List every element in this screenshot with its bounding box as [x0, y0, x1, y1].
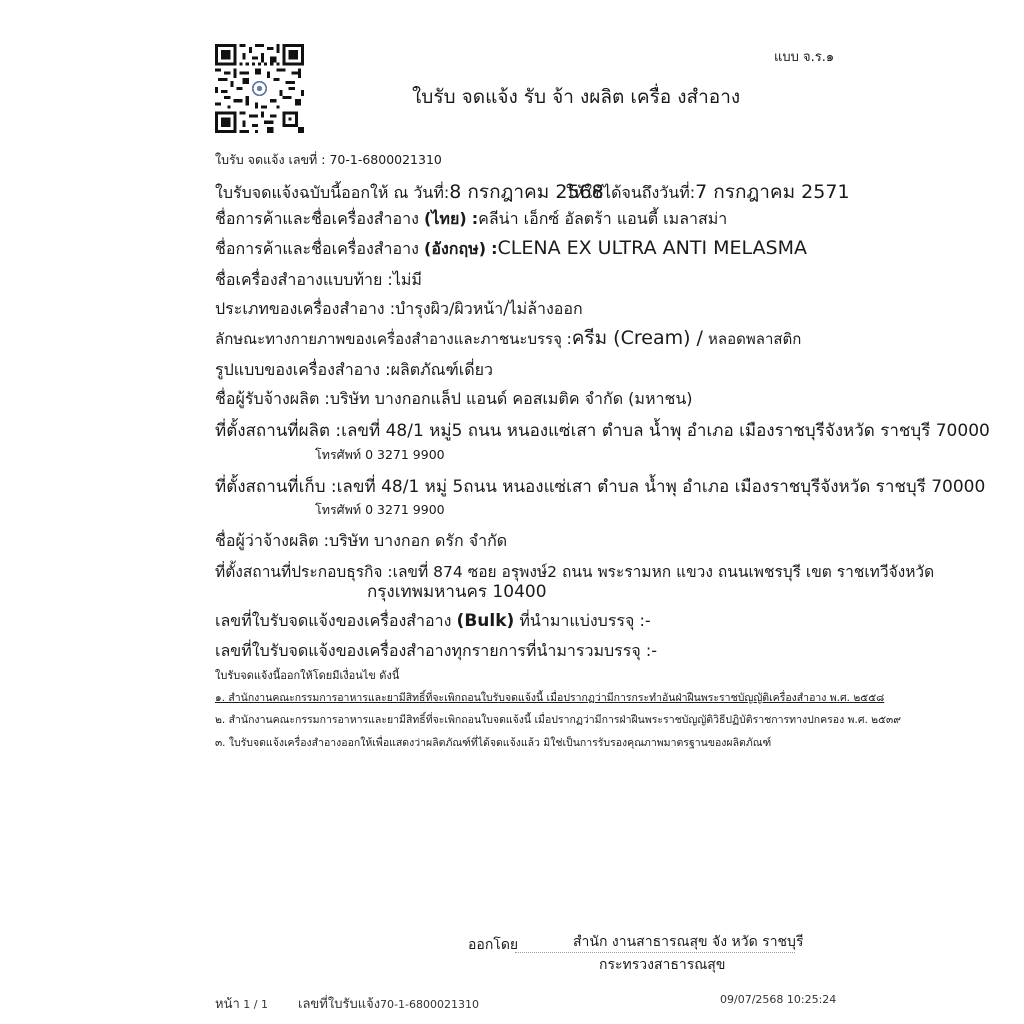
form-container: หลอดพลาสติก [708, 330, 802, 348]
pattern-label: รูปแบบของเครื่องสำอาง : [215, 360, 391, 379]
business-row [215, 559, 934, 584]
storage-phone-label: โทรศัพท์ [315, 502, 362, 517]
factory-row [215, 417, 990, 444]
business-label: ที่ตั้งสถานที่ประกอบธุรกิจ : [215, 563, 393, 581]
hirer-row [215, 529, 507, 554]
pattern-value: ผลิตภัณฑ์เดี่ยว [390, 360, 494, 379]
footer-timestamp: 09/07/2568 10:25:24 [720, 993, 837, 1006]
expiry-date-value: 7 กรกฎาคม 2571 [695, 181, 850, 203]
name-th-lang: (ไทย) [424, 209, 467, 228]
category-row [215, 297, 583, 322]
expiry-date-row [566, 177, 850, 207]
bulk-row [215, 609, 651, 634]
issued-by-ministry: กระทรวงสาธารณสุข [599, 957, 726, 973]
hirer-value: บริษัท บางกอก ดรัก จำกัด [329, 531, 508, 550]
condition-item-1: ๑. สำนักงานคณะกรรมการอาหารและยามีสิทธิ์ที่จะเพิกถอนใบรับจดแจ้งนี้ เมื่อปรากฏว่ามีการกระทำอันฝ่าฝืนพระราชบัญญัติเครื่องสำอาง พ.ศ. ๒๕๕๘ [215, 692, 885, 704]
name-th-row [215, 207, 727, 232]
issue-date-row [215, 177, 604, 207]
name-th-sep: : [471, 209, 479, 228]
conditions-intro: ใบรับจดแจ้งนี้ออกให้โดยมีเงื่อนไข ดังนี้ [215, 669, 400, 682]
business-address: เลขที่ 874 ซอย อรุพงษ์2 ถนน พระรามหก แขวง ถนนเพชรบุรี เขต ราชเทวีจังหวัด [392, 563, 935, 581]
issue-date-label: ใบรับจดแจ้งฉบับนี้ออกให้ ณ วันที่: [215, 183, 450, 202]
condition-item-3: ๓. ใบรับจดแจ้งเครื่องสำอางออกให้เพื่อแสดงว่าผลิตภัณฑ์ที่ได้จดแจ้งแล้ว มิใช่เป็นการรับรองคุณภาพมาตรฐานของผลิตภัณฑ์ [215, 737, 772, 749]
pattern-row [215, 358, 493, 383]
category-label: ประเภทของเครื่องสำอาง : [215, 299, 396, 318]
issued-by-label: ออกโดย [468, 937, 519, 953]
name-en-label: ชื่อการค้าและชื่อเครื่องสำอาง [215, 239, 419, 258]
factory-phone-label: โทรศัพท์ [315, 447, 362, 462]
assembly-row: เลขที่ใบรับจดแจ้งของเครื่องสำอางทุกรายการที่นำมารวมบรรจุ :- [215, 641, 657, 660]
condition-item-2: ๒. สำนักงานคณะกรรมการอาหารและยามีสิทธิ์ที่จะเพิกถอนใบจดแจ้งนี้ เมื่อปรากฏว่ามีการฝ่าฝืนพระราชบัญญัติวิธีปฏิบัติราชการทางปกครอง พ.ศ. ๒๕๓๙ [215, 714, 901, 726]
issue-date-value: 8 กรกฎาคม 2568 [449, 181, 604, 203]
storage-address: เลขที่ 48/1 หมู่ 5ถนน หนองแซ่เสา ตำบล น้ำพุ อำเภอ เมืองราชบุรีจังหวัด ราชบุรี 70000 [336, 477, 986, 497]
business-address-line2: กรุงเทพมหานคร 10400 [367, 582, 547, 602]
form-code: แบบ จ.ร.๑ [774, 50, 835, 65]
document-title: ใบรับ จดแจ้ง รับ จ้า งผลิต เครื่อ งสำอาง [412, 86, 741, 108]
variant-row [215, 268, 422, 293]
manufacturer-label: ชื่อผู้รับจ้างผลิต : [215, 389, 330, 408]
signature-line [515, 952, 795, 953]
form-value: ครีม (Cream) / [571, 327, 703, 349]
hirer-label: ชื่อผู้ว่าจ้างผลิต : [215, 531, 330, 550]
name-en-row [215, 237, 807, 262]
footer-receipt-number: 70-1-6800021310 [380, 998, 479, 1011]
qr-code [215, 44, 304, 133]
name-en-lang: (อังกฤษ) [424, 239, 487, 258]
bulk-label-bold: (Bulk) [456, 611, 515, 631]
name-th-label: ชื่อการค้าและชื่อเครื่องสำอาง [215, 209, 419, 228]
form-label: ลักษณะทางกายภาพของเครื่องสำอางและภาชนะบรรจุ : [215, 330, 572, 348]
variant-label: ชื่อเครื่องสำอางแบบท้าย : [215, 270, 393, 289]
storage-row [215, 473, 985, 500]
receipt-number-row [215, 150, 442, 170]
expiry-date-label: ให้ใช้ได้จนถึงวันที่: [566, 183, 696, 202]
storage-label: ที่ตั้งสถานที่เก็บ : [215, 477, 337, 497]
variant-value: ไม่มี [392, 270, 422, 289]
storage-phone-value: 0 3271 9900 [365, 502, 445, 517]
manufacturer-value: บริษัท บางกอกแล็ป แอนด์ คอสเมติค จำกัด (มหาชน) [329, 389, 693, 408]
form-row [215, 323, 801, 353]
page-label: หน้า [215, 997, 240, 1012]
factory-phone-value: 0 3271 9900 [365, 447, 445, 462]
name-en-sep: : [491, 239, 498, 258]
factory-phone-row [315, 445, 445, 465]
name-en-value: CLENA EX ULTRA ANTI MELASMA [497, 237, 807, 259]
manufacturer-row [215, 387, 693, 412]
name-th-value: คลีน่า เอ็กซ์ อัลตร้า แอนตี้ เมลาสม่า [478, 209, 728, 228]
footer-receipt-label: เลขที่ใบรับแจ้ง [298, 997, 381, 1012]
page-number: 1 / 1 [243, 998, 268, 1011]
receipt-number-label: ใบรับ จดแจ้ง เลขที่ : [215, 152, 326, 167]
footer-receipt [298, 993, 479, 1014]
factory-label: ที่ตั้งสถานที่ผลิต : [215, 421, 342, 441]
bulk-label-tail: ที่นำมาแบ่งบรรจุ :- [519, 611, 651, 630]
bulk-label: เลขที่ใบรับจดแจ้งของเครื่องสำอาง [215, 611, 452, 630]
storage-phone-row [315, 500, 445, 520]
category-value: บำรุงผิว/ผิวหน้า/ไม่ล้างออก [395, 299, 583, 318]
factory-address: เลขที่ 48/1 หมู่5 ถนน หนองแซ่เสา ตำบล น้ำพุ อำเภอ เมืองราชบุรีจังหวัด ราชบุรี 70000 [341, 421, 990, 441]
issued-by-office: สำนัก งานสาธารณสุข จัง หวัด ราชบุรี [573, 934, 804, 950]
receipt-number-value: 70-1-6800021310 [329, 152, 442, 167]
page-indicator [215, 993, 268, 1014]
